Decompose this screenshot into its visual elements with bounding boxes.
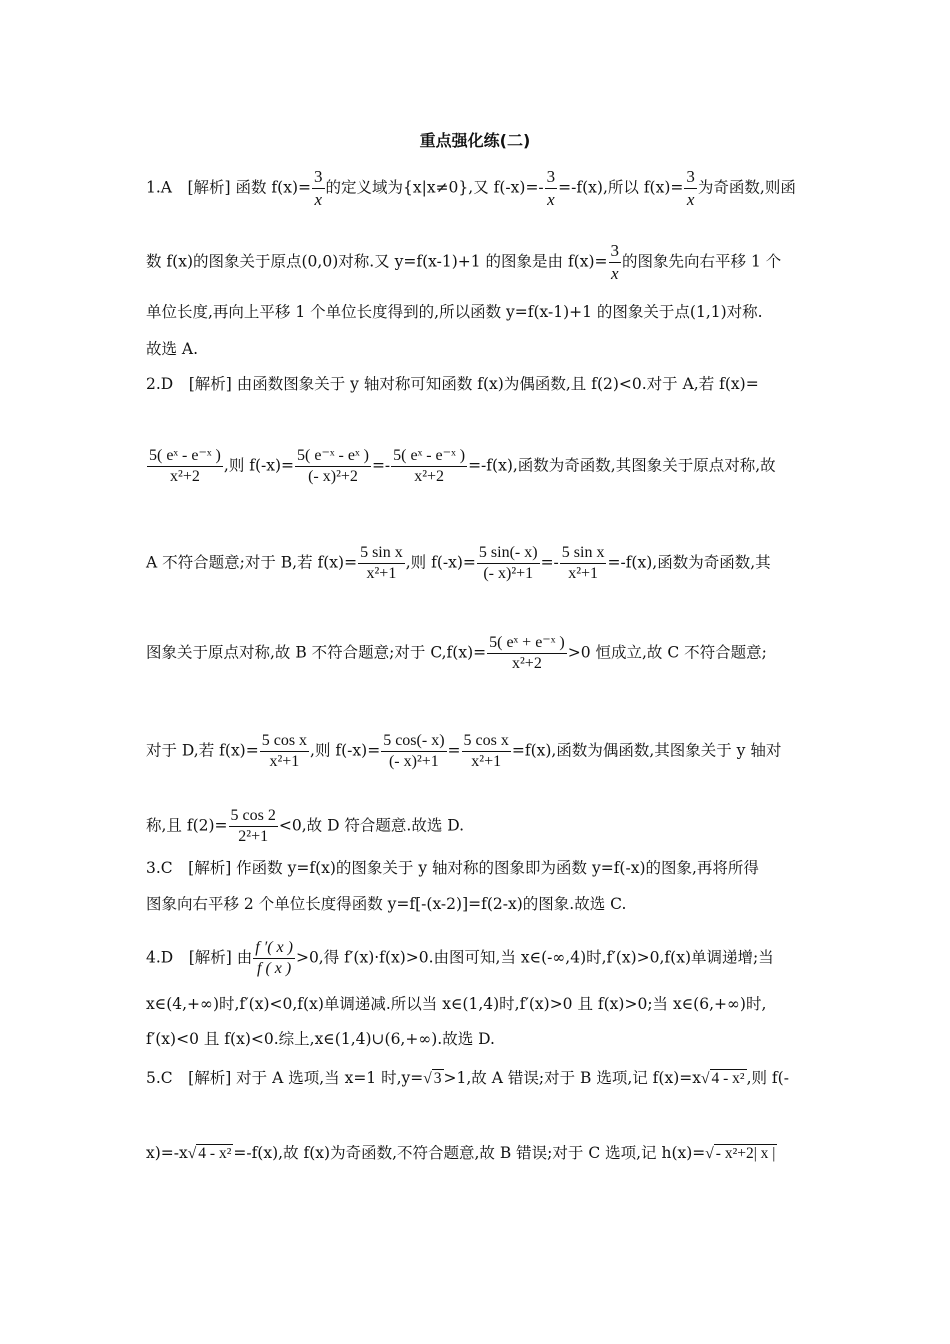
radical: √ 4 - x² xyxy=(187,1145,232,1162)
fraction: $\frac{5 \cos 2}{\text{2²+1}}$ xyxy=(230,807,276,845)
text: 称,且 f(2)= xyxy=(146,816,228,835)
radical: √ - x²+2| x | xyxy=(705,1145,776,1162)
q5-line-1 xyxy=(146,1068,806,1089)
fraction: $\frac{\text{5 cos x}}{\text{x²+1}}$ xyxy=(261,732,308,770)
text: 图象关于原点对称,故 B 不符合题意;对于 C,f(x)= xyxy=(146,643,487,662)
text: ,则 f(-x)= xyxy=(405,553,476,572)
q2-line-2 xyxy=(146,446,806,487)
page-title: 重点强化练(二) xyxy=(419,131,531,150)
text: ,则 f(- xyxy=(746,1069,789,1087)
text: x)=-x xyxy=(146,1144,188,1162)
text: =- xyxy=(371,456,391,475)
fraction: $\frac{\text{5( eˣ + e⁻ˣ )}}{\text{x²+2}}$ xyxy=(489,634,565,672)
text: =-f(x),故 f(x)为奇函数,不符合题意,故 B 错误;对于 C 选项,记 h(x)= xyxy=(233,1144,706,1162)
fraction-3-over-x: $\frac{3}{x}$ xyxy=(314,167,323,209)
q2-line-5 xyxy=(146,731,806,772)
fraction: $\frac{\text{5( eˣ - e⁻ˣ )}}{\text{x²+2}}$ xyxy=(149,447,221,485)
radical: √ 4 - x² xyxy=(700,1070,745,1087)
q1-line-3: 单位长度,再向上平移 1 个单位长度得到的,所以函数 y=f(x-1)+1 的图象关于点(1,1)对称. xyxy=(146,303,763,321)
q5-line-2 xyxy=(146,1143,806,1164)
fraction: $\frac{\text{5 sin x}}{\text{x²+1}}$ xyxy=(360,544,403,582)
text: 5.C [解析] 对于 A 选项,当 x=1 时,y= xyxy=(146,1069,424,1087)
fraction: $\frac{5 \sin(- x)}{\text{(- x)²+1}}$ xyxy=(478,544,538,582)
text: =-f(x),函数为奇函数,其图象关于原点对称,故 xyxy=(468,456,776,475)
q1-line-4: 故选 A. xyxy=(146,340,199,358)
q1-line-2 xyxy=(146,240,806,285)
q2-line-4 xyxy=(146,633,806,674)
q2-line-6 xyxy=(146,806,806,847)
text: =-f(x),所以 f(x)= xyxy=(558,178,684,197)
radical: √ 3 xyxy=(423,1070,442,1087)
q2-line-1: 2.D [解析] 由函数图象关于 y 轴对称可知函数 f(x)为偶函数,且 f(2)<0.对于 A,若 f(x)= xyxy=(146,375,759,393)
fraction-3-over-x: $\frac{3}{x}$ xyxy=(546,167,556,209)
text: 的定义域为{x|x≠0},又 f(-x)=- xyxy=(325,178,544,197)
text: =f(x),函数为偶函数,其图象关于 y 轴对 xyxy=(511,741,782,760)
text: >1,故 A 错误;对于 B 选项,记 f(x)=x xyxy=(443,1069,701,1087)
q4-line-1 xyxy=(146,938,806,979)
text: A 不符合题意;对于 B,若 f(x)= xyxy=(146,553,358,572)
text: 对于 D,若 f(x)= xyxy=(146,741,259,760)
q4-line-2: x∈(4,+∞)时,f′(x)<0,f(x)单调递减.所以当 x∈(1,4)时,f′(x)>0 且 f(x)>0;当 x∈(6,+∞)时, xyxy=(146,995,767,1013)
q2-line-3 xyxy=(146,543,806,584)
q1-line-1 xyxy=(146,166,806,211)
q3-line-2: 图象向右平移 2 个单位长度得函数 y=f[-(x-2)]=f(2-x)的图象.故选 C. xyxy=(146,895,627,913)
fraction: $\frac{\text{5( e⁻ˣ - eˣ )}}{\text{(- x)²+2}}$ xyxy=(297,447,369,485)
text: =-f(x),函数为奇函数,其 xyxy=(607,553,771,572)
fraction-3-over-x: $\frac{3}{x}$ xyxy=(686,167,695,209)
text: 为奇函数,则函 xyxy=(697,178,796,197)
fraction: $\frac{\text{5 cos x}}{\text{x²+1}}$ xyxy=(463,732,509,770)
text: <0,故 D 符合题意.故选 D. xyxy=(278,816,465,835)
text: =- xyxy=(540,553,559,572)
text: ,则 f(-x)= xyxy=(223,456,295,475)
fraction-3-over-x: $\frac{3}{x}$ xyxy=(610,241,620,283)
fraction: $\frac{\text{5( eˣ - e⁻ˣ )}}{\text{x²+2}}$ xyxy=(393,447,466,485)
text: >0,得 f′(x)·f(x)>0.由图可知,当 x∈(-∞,4)时,f′(x)>0,f(x)单调递增;当 xyxy=(295,948,774,967)
q3-line-1: 3.C [解析] 作函数 y=f(x)的图象关于 y 轴对称的图象即为函数 y=f(-x)的图象,再将所得 xyxy=(146,859,759,877)
fraction: $\frac{\text{5 sin x}}{\text{x²+1}}$ xyxy=(561,544,605,582)
text: ,则 f(-x)= xyxy=(310,741,381,760)
fraction: $\frac{f '( x )}{f ( x )}$ xyxy=(255,939,293,977)
text: 4.D [解析] 由 xyxy=(146,948,253,967)
text: = xyxy=(447,741,461,760)
q4-line-3: f′(x)<0 且 f(x)<0.综上,x∈(1,4)∪(6,+∞).故选 D. xyxy=(146,1030,495,1048)
text: 1.A [解析] 函数 f(x)= xyxy=(146,178,311,197)
text: 的图象先向右平移 1 个 xyxy=(622,252,782,271)
fraction: $\frac{5 \cos(- x)}{\text{(- x)²+1}}$ xyxy=(383,732,445,770)
text: >0 恒成立,故 C 不符合题意; xyxy=(567,643,767,662)
text: 数 f(x)的图象关于原点(0,0)对称.又 y=f(x-1)+1 的图象是由 f(x)= xyxy=(146,252,608,271)
